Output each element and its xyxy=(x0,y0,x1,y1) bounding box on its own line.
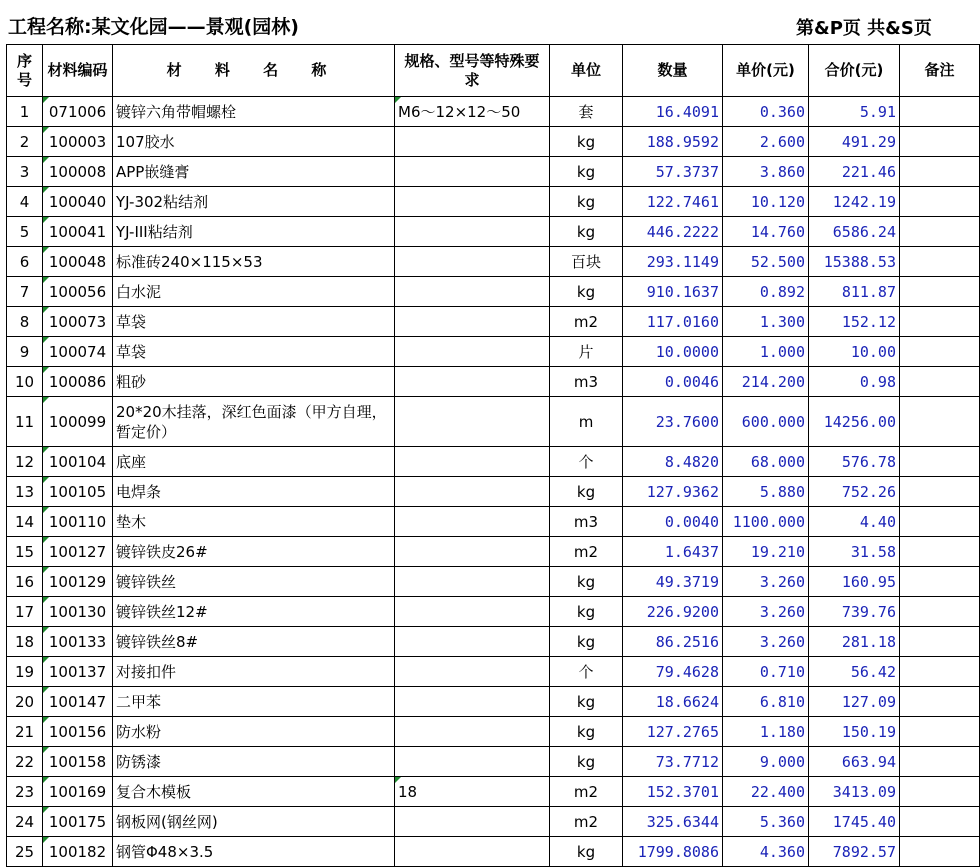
cell-qty[interactable]: 73.7712 xyxy=(623,747,723,777)
cell-price[interactable]: 214.200 xyxy=(723,367,809,397)
cell-note[interactable] xyxy=(900,97,980,127)
cell-qty[interactable]: 0.0040 xyxy=(623,507,723,537)
cell-code[interactable]: 100158 xyxy=(43,747,113,777)
cell-price[interactable]: 5.360 xyxy=(723,807,809,837)
cell-price[interactable]: 14.760 xyxy=(723,217,809,247)
cell-total[interactable]: 739.76 xyxy=(809,597,900,627)
cell-note[interactable] xyxy=(900,187,980,217)
cell-code[interactable]: 100041 xyxy=(43,217,113,247)
cell-spec[interactable] xyxy=(395,337,550,367)
cell-name[interactable]: 复合木模板 xyxy=(113,777,395,807)
cell-note[interactable] xyxy=(900,307,980,337)
cell-spec[interactable] xyxy=(395,477,550,507)
header-price[interactable] xyxy=(723,45,809,97)
cell-note[interactable] xyxy=(900,127,980,157)
cell-code[interactable]: 100182 xyxy=(43,837,113,867)
cell-code[interactable]: 100137 xyxy=(43,657,113,687)
cell-total[interactable]: 0.98 xyxy=(809,367,900,397)
cell-name[interactable]: 粗砂 xyxy=(113,367,395,397)
cell-name[interactable]: 草袋 xyxy=(113,337,395,367)
cell-code[interactable]: 100104 xyxy=(43,447,113,477)
cell-price[interactable]: 3.260 xyxy=(723,597,809,627)
cell-total[interactable]: 752.26 xyxy=(809,477,900,507)
cell-price[interactable]: 3.260 xyxy=(723,627,809,657)
cell-qty[interactable]: 18.6624 xyxy=(623,687,723,717)
cell-code[interactable]: 100105 xyxy=(43,477,113,507)
cell-unit[interactable]: kg xyxy=(550,627,623,657)
cell-total[interactable]: 4.40 xyxy=(809,507,900,537)
cell-code[interactable]: 100048 xyxy=(43,247,113,277)
header-spec[interactable] xyxy=(395,45,550,97)
cell-seq[interactable]: 7 xyxy=(7,277,43,307)
cell-unit[interactable]: 套 xyxy=(550,97,623,127)
table-row xyxy=(7,97,980,127)
cell-unit[interactable]: 个 xyxy=(550,657,623,687)
cell-qty[interactable]: 152.3701 xyxy=(623,777,723,807)
cell-name[interactable]: 钢板网(钢丝网) xyxy=(113,807,395,837)
header-total[interactable] xyxy=(809,45,900,97)
cell-qty[interactable]: 8.4820 xyxy=(623,447,723,477)
table-row xyxy=(7,537,980,567)
cell-price[interactable]: 600.000 xyxy=(723,397,809,447)
cell-note[interactable] xyxy=(900,717,980,747)
cell-code[interactable]: 100147 xyxy=(43,687,113,717)
cell-qty[interactable]: 86.2516 xyxy=(623,627,723,657)
header-qty[interactable] xyxy=(623,45,723,97)
cell-unit[interactable]: m2 xyxy=(550,777,623,807)
cell-name[interactable]: 垫木 xyxy=(113,507,395,537)
cell-code[interactable]: 100056 xyxy=(43,277,113,307)
cell-note[interactable] xyxy=(900,537,980,567)
table-row xyxy=(7,157,980,187)
cell-qty[interactable]: 0.0046 xyxy=(623,367,723,397)
cell-name[interactable]: 防水粉 xyxy=(113,717,395,747)
cell-unit[interactable]: m2 xyxy=(550,807,623,837)
cell-seq[interactable]: 12 xyxy=(7,447,43,477)
cell-spec[interactable] xyxy=(395,537,550,567)
table-row xyxy=(7,447,980,477)
cell-code[interactable]: 100169 xyxy=(43,777,113,807)
cell-note[interactable] xyxy=(900,807,980,837)
cell-price[interactable]: 1.000 xyxy=(723,337,809,367)
table-row xyxy=(7,127,980,157)
table-row xyxy=(7,217,980,247)
cell-code[interactable]: 100040 xyxy=(43,187,113,217)
cell-note[interactable] xyxy=(900,277,980,307)
cell-total[interactable]: 14256.00 xyxy=(809,397,900,447)
header-qty-label: 数量 xyxy=(657,61,688,79)
table-row xyxy=(7,337,980,367)
cell-qty[interactable]: 1799.8086 xyxy=(623,837,723,867)
title-bar xyxy=(0,0,980,44)
header-total-label: 合价(元) xyxy=(824,61,884,79)
cell-price[interactable]: 1100.000 xyxy=(723,507,809,537)
cell-seq[interactable]: 13 xyxy=(7,477,43,507)
cell-code[interactable]: 100003 xyxy=(43,127,113,157)
cell-code[interactable]: 100086 xyxy=(43,367,113,397)
cell-spec[interactable] xyxy=(395,657,550,687)
header-code-label: 材料编码 xyxy=(47,61,108,79)
cell-qty[interactable]: 16.4091 xyxy=(623,97,723,127)
cell-code[interactable]: 100133 xyxy=(43,627,113,657)
table-row xyxy=(7,837,980,867)
cell-unit[interactable]: kg xyxy=(550,837,623,867)
cell-seq[interactable]: 4 xyxy=(7,187,43,217)
cell-name[interactable]: 防锈漆 xyxy=(113,747,395,777)
cell-unit[interactable]: kg xyxy=(550,567,623,597)
header-row xyxy=(7,45,980,97)
cell-note[interactable] xyxy=(900,777,980,807)
materials-table xyxy=(6,44,980,867)
cell-seq[interactable]: 17 xyxy=(7,597,43,627)
cell-seq[interactable]: 6 xyxy=(7,247,43,277)
cell-total[interactable]: 1745.40 xyxy=(809,807,900,837)
cell-note[interactable] xyxy=(900,567,980,597)
cell-price[interactable]: 22.400 xyxy=(723,777,809,807)
cell-code[interactable]: 100074 xyxy=(43,337,113,367)
cell-seq[interactable]: 2 xyxy=(7,127,43,157)
cell-note[interactable] xyxy=(900,157,980,187)
cell-seq[interactable]: 3 xyxy=(7,157,43,187)
table-row xyxy=(7,277,980,307)
header-price-label: 单价(元) xyxy=(736,61,795,79)
project-title: 工程名称:某文化园——景观(园林) xyxy=(8,16,299,38)
cell-qty[interactable]: 57.3737 xyxy=(623,157,723,187)
cell-seq[interactable]: 18 xyxy=(7,627,43,657)
cell-qty[interactable]: 122.7461 xyxy=(623,187,723,217)
cell-seq[interactable]: 22 xyxy=(7,747,43,777)
cell-code[interactable]: 100099 xyxy=(43,397,113,447)
table-row xyxy=(7,717,980,747)
cell-seq[interactable]: 23 xyxy=(7,777,43,807)
cell-name[interactable]: 107胶水 xyxy=(113,127,395,157)
cell-seq[interactable]: 20 xyxy=(7,687,43,717)
table-row xyxy=(7,747,980,777)
cell-total[interactable]: 150.19 xyxy=(809,717,900,747)
cell-note[interactable] xyxy=(900,747,980,777)
cell-spec[interactable] xyxy=(395,597,550,627)
cell-total[interactable]: 221.46 xyxy=(809,157,900,187)
cell-name[interactable]: YJ-302粘结剂 xyxy=(113,187,395,217)
cell-total[interactable]: 281.18 xyxy=(809,627,900,657)
cell-qty[interactable]: 910.1637 xyxy=(623,277,723,307)
header-seq[interactable] xyxy=(7,45,43,97)
cell-price[interactable]: 10.120 xyxy=(723,187,809,217)
cell-note[interactable] xyxy=(900,247,980,277)
cell-note[interactable] xyxy=(900,367,980,397)
header-note-label: 备注 xyxy=(924,61,955,79)
table-row xyxy=(7,597,980,627)
cell-code[interactable]: 100156 xyxy=(43,717,113,747)
cell-spec[interactable] xyxy=(395,367,550,397)
cell-price[interactable]: 19.210 xyxy=(723,537,809,567)
cell-spec[interactable] xyxy=(395,567,550,597)
table-row xyxy=(7,807,980,837)
cell-name[interactable]: 草袋 xyxy=(113,307,395,337)
cell-name[interactable]: 电焊条 xyxy=(113,477,395,507)
cell-unit[interactable]: m3 xyxy=(550,507,623,537)
header-name-label: 材 料 名 称 xyxy=(166,61,341,79)
cell-name[interactable]: 镀锌六角带帽螺栓 xyxy=(113,97,395,127)
cell-name[interactable]: 标准砖240×115×53 xyxy=(113,247,395,277)
cell-total[interactable]: 663.94 xyxy=(809,747,900,777)
cell-price[interactable]: 0.710 xyxy=(723,657,809,687)
table-row xyxy=(7,367,980,397)
cell-name[interactable]: 镀锌铁皮26# xyxy=(113,537,395,567)
cell-qty[interactable]: 325.6344 xyxy=(623,807,723,837)
cell-note[interactable] xyxy=(900,397,980,447)
cell-spec[interactable] xyxy=(395,397,550,447)
cell-total[interactable]: 160.95 xyxy=(809,567,900,597)
cell-unit[interactable]: 片 xyxy=(550,337,623,367)
cell-qty[interactable]: 79.4628 xyxy=(623,657,723,687)
cell-qty[interactable]: 127.9362 xyxy=(623,477,723,507)
cell-unit[interactable]: kg xyxy=(550,277,623,307)
table-row xyxy=(7,507,980,537)
cell-seq[interactable]: 9 xyxy=(7,337,43,367)
cell-total[interactable]: 576.78 xyxy=(809,447,900,477)
cell-name[interactable]: 镀锌铁丝8# xyxy=(113,627,395,657)
cell-unit[interactable]: 个 xyxy=(550,447,623,477)
cell-total[interactable]: 7892.57 xyxy=(809,837,900,867)
cell-qty[interactable]: 117.0160 xyxy=(623,307,723,337)
cell-unit[interactable]: kg xyxy=(550,747,623,777)
cell-price[interactable]: 0.892 xyxy=(723,277,809,307)
cell-seq[interactable]: 21 xyxy=(7,717,43,747)
table-row xyxy=(7,657,980,687)
cell-seq[interactable]: 15 xyxy=(7,537,43,567)
cell-total[interactable]: 127.09 xyxy=(809,687,900,717)
cell-code[interactable]: 100129 xyxy=(43,567,113,597)
cell-price[interactable]: 0.360 xyxy=(723,97,809,127)
cell-price[interactable]: 9.000 xyxy=(723,747,809,777)
cell-note[interactable] xyxy=(900,217,980,247)
cell-unit[interactable]: kg xyxy=(550,687,623,717)
cell-price[interactable]: 3.260 xyxy=(723,567,809,597)
cell-name[interactable]: 镀锌铁丝12# xyxy=(113,597,395,627)
cell-code[interactable]: 100127 xyxy=(43,537,113,567)
cell-name[interactable]: 白水泥 xyxy=(113,277,395,307)
cell-name[interactable]: 钢管Φ48×3.5 xyxy=(113,837,395,867)
cell-unit[interactable]: m2 xyxy=(550,537,623,567)
cell-unit[interactable]: kg xyxy=(550,187,623,217)
cell-code[interactable]: 100110 xyxy=(43,507,113,537)
cell-price[interactable]: 52.500 xyxy=(723,247,809,277)
cell-seq[interactable]: 14 xyxy=(7,507,43,537)
cell-name[interactable]: YJ-III粘结剂 xyxy=(113,217,395,247)
cell-spec[interactable] xyxy=(395,717,550,747)
cell-name[interactable]: 二甲苯 xyxy=(113,687,395,717)
cell-price[interactable]: 1.300 xyxy=(723,307,809,337)
table-row xyxy=(7,687,980,717)
cell-unit[interactable]: kg xyxy=(550,597,623,627)
cell-qty[interactable]: 293.1149 xyxy=(623,247,723,277)
table-row xyxy=(7,307,980,337)
page-info: 第&P页 共&S页 xyxy=(796,18,932,39)
cell-seq[interactable]: 24 xyxy=(7,807,43,837)
cell-spec[interactable] xyxy=(395,807,550,837)
cell-spec[interactable] xyxy=(395,307,550,337)
cell-total[interactable]: 152.12 xyxy=(809,307,900,337)
table-row xyxy=(7,567,980,597)
cell-spec[interactable] xyxy=(395,127,550,157)
cell-spec[interactable] xyxy=(395,157,550,187)
cell-name[interactable]: 底座 xyxy=(113,447,395,477)
cell-qty[interactable]: 226.9200 xyxy=(623,597,723,627)
cell-unit[interactable]: kg xyxy=(550,157,623,187)
cell-price[interactable]: 5.880 xyxy=(723,477,809,507)
header-unit[interactable] xyxy=(550,45,623,97)
cell-code[interactable]: 100175 xyxy=(43,807,113,837)
cell-price[interactable]: 3.860 xyxy=(723,157,809,187)
cell-code[interactable]: 100008 xyxy=(43,157,113,187)
cell-spec[interactable] xyxy=(395,507,550,537)
cell-total[interactable]: 5.91 xyxy=(809,97,900,127)
cell-spec[interactable] xyxy=(395,627,550,657)
header-code[interactable] xyxy=(43,45,113,97)
cell-total[interactable]: 6586.24 xyxy=(809,217,900,247)
table-row xyxy=(7,477,980,507)
cell-note[interactable] xyxy=(900,837,980,867)
cell-unit[interactable]: m2 xyxy=(550,307,623,337)
cell-note[interactable] xyxy=(900,507,980,537)
cell-spec[interactable]: 18 xyxy=(395,777,550,807)
cell-name[interactable]: 对接扣件 xyxy=(113,657,395,687)
cell-total[interactable]: 491.29 xyxy=(809,127,900,157)
table-row xyxy=(7,187,980,217)
cell-price[interactable]: 6.810 xyxy=(723,687,809,717)
cell-name[interactable]: 镀锌铁丝 xyxy=(113,567,395,597)
cell-spec[interactable] xyxy=(395,447,550,477)
cell-note[interactable] xyxy=(900,687,980,717)
cell-note[interactable] xyxy=(900,657,980,687)
cell-seq[interactable]: 1 xyxy=(7,97,43,127)
cell-total[interactable]: 3413.09 xyxy=(809,777,900,807)
cell-spec[interactable] xyxy=(395,687,550,717)
cell-unit[interactable]: kg xyxy=(550,717,623,747)
cell-spec[interactable] xyxy=(395,747,550,777)
cell-unit[interactable]: kg xyxy=(550,127,623,157)
cell-qty[interactable]: 10.0000 xyxy=(623,337,723,367)
cell-qty[interactable]: 127.2765 xyxy=(623,717,723,747)
cell-unit[interactable]: kg xyxy=(550,217,623,247)
cell-qty[interactable]: 1.6437 xyxy=(623,537,723,567)
table-row xyxy=(7,777,980,807)
cell-qty[interactable]: 188.9592 xyxy=(623,127,723,157)
cell-spec[interactable] xyxy=(395,247,550,277)
cell-seq[interactable]: 5 xyxy=(7,217,43,247)
cell-total[interactable]: 15388.53 xyxy=(809,247,900,277)
cell-spec[interactable] xyxy=(395,837,550,867)
cell-qty[interactable]: 49.3719 xyxy=(623,567,723,597)
cell-code[interactable]: 100073 xyxy=(43,307,113,337)
header-spec-label: 规格、型号等特殊要求 xyxy=(404,51,540,89)
cell-seq[interactable]: 8 xyxy=(7,307,43,337)
cell-note[interactable] xyxy=(900,477,980,507)
cell-seq[interactable]: 25 xyxy=(7,837,43,867)
table-row xyxy=(7,627,980,657)
cell-total[interactable]: 1242.19 xyxy=(809,187,900,217)
header-note[interactable] xyxy=(900,45,980,97)
cell-price[interactable]: 68.000 xyxy=(723,447,809,477)
cell-price[interactable]: 4.360 xyxy=(723,837,809,867)
cell-seq[interactable]: 11 xyxy=(7,397,43,447)
header-seq-label: 序号 xyxy=(16,51,32,89)
cell-note[interactable] xyxy=(900,447,980,477)
cell-note[interactable] xyxy=(900,597,980,627)
cell-qty[interactable]: 446.2222 xyxy=(623,217,723,247)
cell-spec[interactable] xyxy=(395,277,550,307)
cell-spec[interactable] xyxy=(395,217,550,247)
table-row xyxy=(7,247,980,277)
cell-code[interactable]: 071006 xyxy=(43,97,113,127)
table-row xyxy=(7,397,980,447)
cell-price[interactable]: 1.180 xyxy=(723,717,809,747)
cell-qty[interactable]: 23.7600 xyxy=(623,397,723,447)
cell-code[interactable]: 100130 xyxy=(43,597,113,627)
cell-spec[interactable]: M6～12×12～50 xyxy=(395,97,550,127)
cell-seq[interactable]: 19 xyxy=(7,657,43,687)
header-unit-label: 单位 xyxy=(570,61,601,79)
cell-unit[interactable]: 百块 xyxy=(550,247,623,277)
cell-total[interactable]: 31.58 xyxy=(809,537,900,567)
cell-note[interactable] xyxy=(900,627,980,657)
cell-total[interactable]: 56.42 xyxy=(809,657,900,687)
cell-spec[interactable] xyxy=(395,187,550,217)
header-name[interactable] xyxy=(113,45,395,97)
cell-seq[interactable]: 16 xyxy=(7,567,43,597)
cell-name[interactable]: APP嵌缝膏 xyxy=(113,157,395,187)
cell-price[interactable]: 2.600 xyxy=(723,127,809,157)
cell-total[interactable]: 811.87 xyxy=(809,277,900,307)
cell-note[interactable] xyxy=(900,337,980,367)
cell-seq[interactable]: 10 xyxy=(7,367,43,397)
cell-total[interactable]: 10.00 xyxy=(809,337,900,367)
cell-name[interactable]: 20*20木挂落，深红色面漆（甲方自理，暂定价） xyxy=(113,397,395,447)
cell-unit[interactable]: kg xyxy=(550,477,623,507)
cell-unit[interactable]: m xyxy=(550,397,623,447)
cell-unit[interactable]: m3 xyxy=(550,367,623,397)
